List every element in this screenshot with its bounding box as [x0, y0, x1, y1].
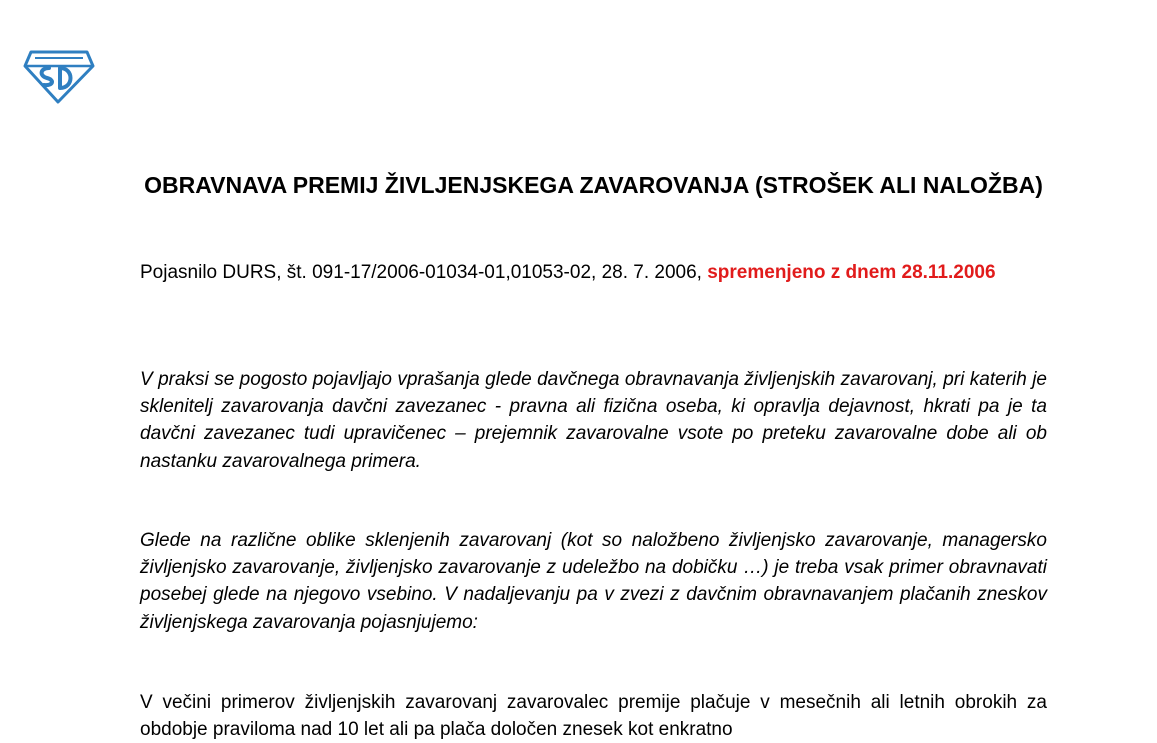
company-logo: [22, 48, 96, 104]
document-title: OBRAVNAVA PREMIJ ŽIVLJENJSKEGA ZAVAROVANJA (STROŠEK ALI NALOŽBA): [144, 172, 1043, 198]
changed-date-note: spremenjeno z dnem 28.11.2006: [707, 262, 996, 283]
context-paragraph: Glede na različne oblike sklenjenih zavarovanj (kot so naložbeno življenjsko zavarovanje, managersko življenjsko zavarovanje, življenjsko zavarovanje z udeležbo na dobičku …) je treba vsak primer obravnavati posebej glede na njegovo vsebino. V nadaljevanju pa v zvezi z davčnim obravnavanjem plačanih zneskov življenjskega zavarovanja pojasnjujemo:: [140, 530, 1047, 633]
source-reference: [140, 259, 1047, 286]
intro-paragraph: V praksi se pogosto pojavljajo vprašanja glede davčnega obravnavanja življenjskih zavarovanj, pri katerih je sklenitelj zavarovanja davčni zavezanec - pravna ali fizična oseba, ki opravlja dejavnost, hkrati pa je ta davčni zavezanec tudi upravičenec – prejemnik zavarovalne vsote po preteku zavarovalne dobe ali ob nastanku zavarovalnega primera.: [140, 369, 1047, 472]
sd-shield-logo-icon: [22, 48, 96, 104]
source-text: Pojasnilo DURS, št. 091-17/2006-01034-01,01053-02, 28. 7. 2006,: [140, 262, 702, 283]
body-paragraph: V večini primerov življenjskih zavarovanj zavarovalec premije plačuje v mesečnih ali letnih obrokih za obdobje praviloma nad 10 let ali pa plača določen znesek kot enkratno: [140, 692, 1047, 741]
